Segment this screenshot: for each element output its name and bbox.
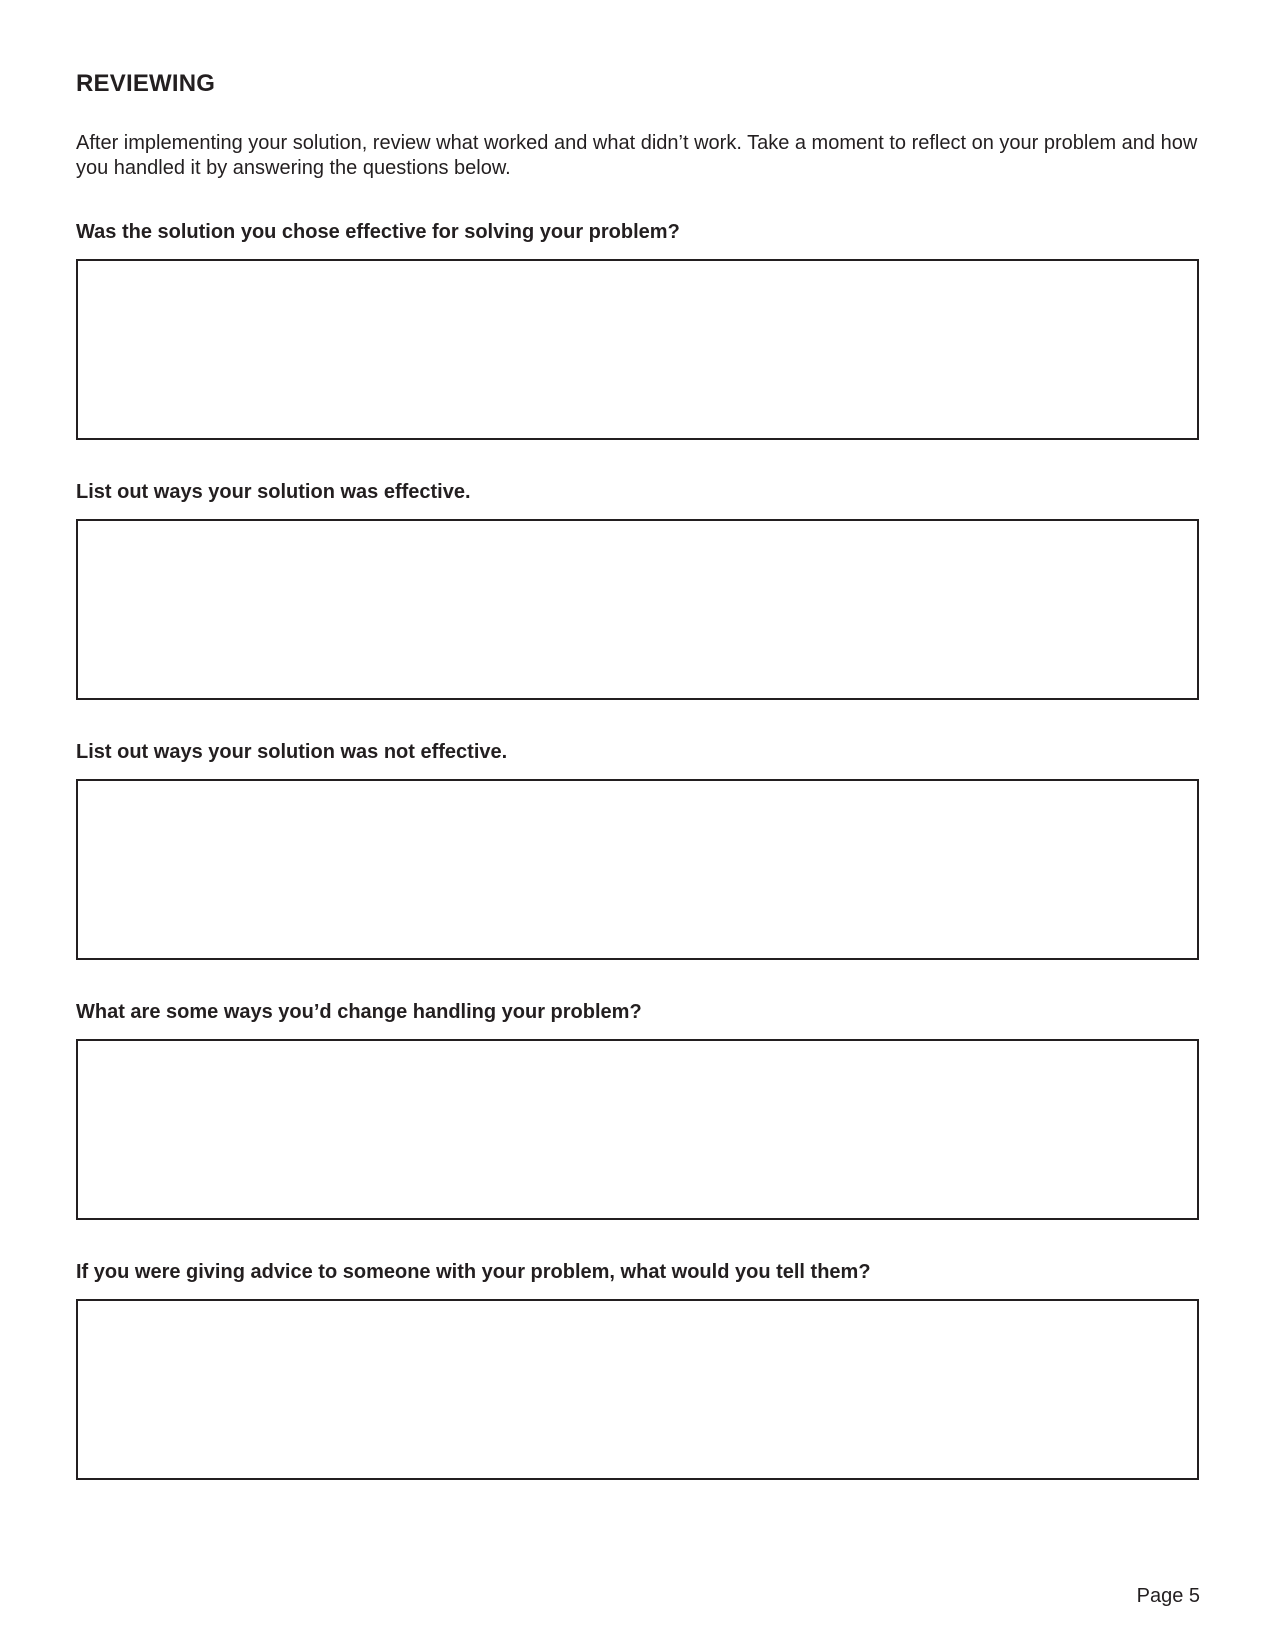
answer-box-3[interactable] <box>76 779 1199 960</box>
answer-box-1[interactable] <box>76 259 1199 440</box>
page-number: Page 5 <box>1136 1585 1200 1607</box>
intro-paragraph: After implementing your solution, review what worked and what didn’t work. Take a moment to reflect on your problem and how you handled it by answering the questions below. <box>76 132 1198 179</box>
question-1-label: Was the solution you chose effective for solving your problem? <box>76 221 680 243</box>
answer-box-5[interactable] <box>76 1299 1199 1480</box>
question-5-label: If you were giving advice to someone with your problem, what would you tell them? <box>76 1261 871 1283</box>
section-heading: REVIEWING <box>76 70 216 97</box>
answer-box-4[interactable] <box>76 1039 1199 1220</box>
answer-box-2[interactable] <box>76 519 1199 700</box>
question-2-label: List out ways your solution was effective. <box>76 481 471 503</box>
question-4-label: What are some ways you’d change handling your problem? <box>76 1001 642 1023</box>
question-3-label: List out ways your solution was not effective. <box>76 741 508 763</box>
